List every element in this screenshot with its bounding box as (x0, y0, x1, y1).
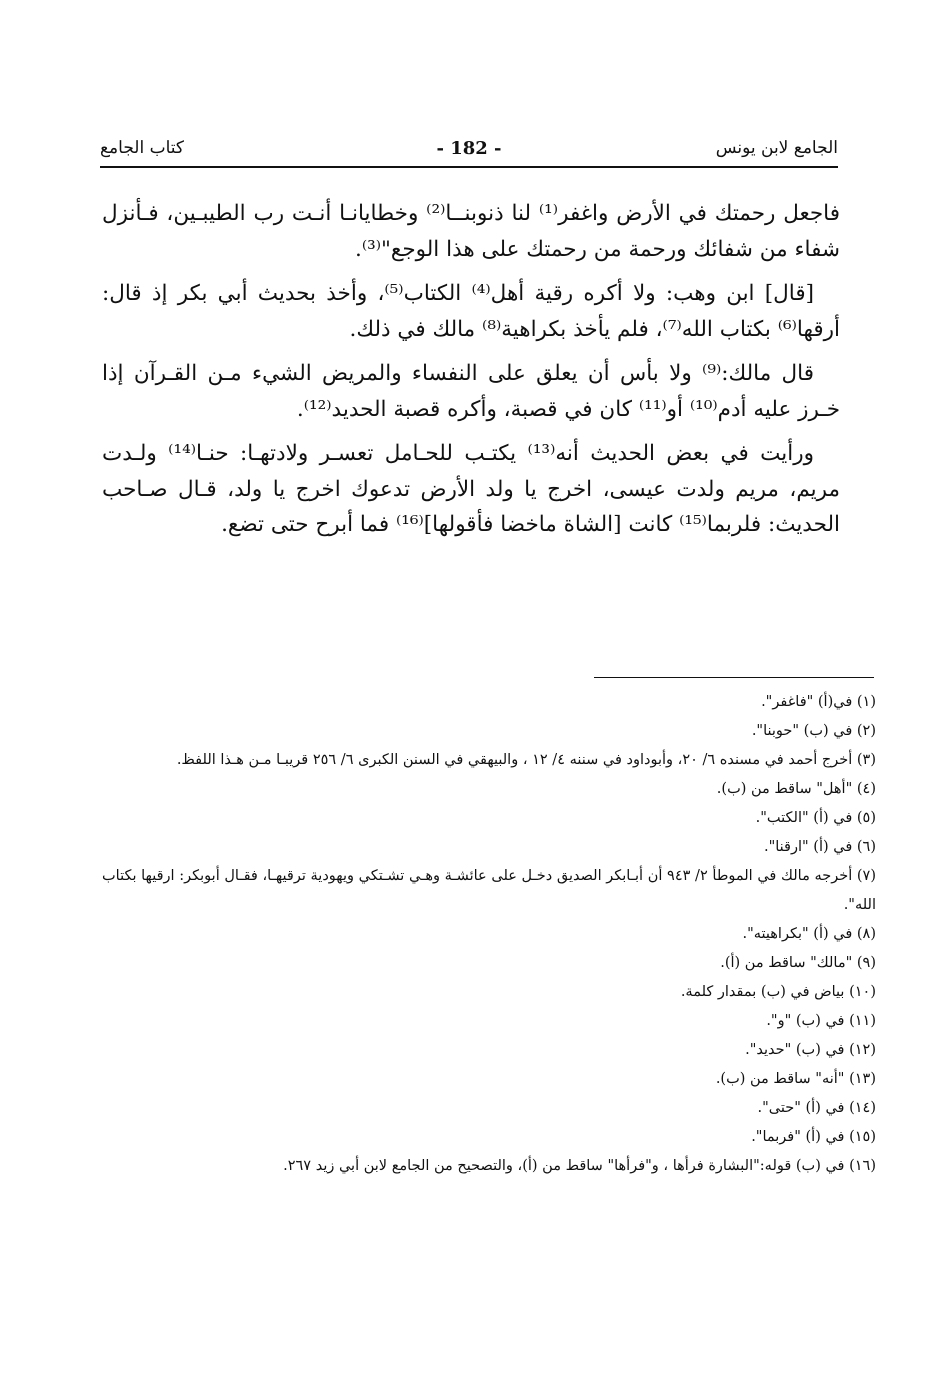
paragraph: قال مالك:⁽⁹⁾ ولا بأس أن يعلق على النفساء والمريض الشيء مـن القـرآن إذا خـرز عليه أدم⁽¹⁰⁾ أو⁽¹¹⁾ كان في قصبة، وأكره قصبة الحديد⁽¹²⁾. (102, 361, 840, 422)
footnote: (٦) في (أ) "ارقنا". (763, 839, 876, 855)
footnote: (١٥) في (أ) "فربما". (751, 1129, 876, 1145)
running-header (100, 136, 838, 168)
footnote: (١٦) في (ب) قوله:"البشارة فرأها ، و"فرأها" ساقط من (أ)، والتصحيح من الجامع لابن أبي زيد ٢٦٧. (283, 1158, 876, 1174)
footnote: (١٢) في (ب) "حديد". (745, 1042, 876, 1058)
footnote: (١) في(أ) "فاغفر". (761, 694, 876, 710)
page-number: - 182 - (436, 138, 502, 159)
footnote: (٣) أخرج أحمد في مسنده ٦/ ٢٠، وأبوداود في سننه ٤/ ١٢ ، والبيهقي في السنن الكبرى ٦/ ٢٥٦ قريبـا مـن هـذا اللفظ. (176, 752, 876, 768)
paragraph: [قال] ابن وهب: ولا أكره رقية أهل⁽⁴⁾ الكتاب⁽⁵⁾، وأخذ بحديث أبي بكر إذ قال: أرقها⁽⁶⁾ بكتاب الله⁽⁷⁾، فلم يأخذ بكراهية⁽⁸⁾ مالك في ذلك. (102, 281, 840, 342)
paragraph: ورأيت في بعض الحديث أنه⁽¹³⁾ يكتـب للحـامل تعسـر ولادتهـا: حنـا⁽¹⁴⁾ ولـدت مريم، مريم ولدت عيسى، اخرج يا ولد الأرض تدعوك اخرج يا ولد، قـال صـاحب الحديث: فلربما⁽¹⁵⁾ كانت [الشاة ماخضا فأقولها]⁽¹⁶⁾ فما أبرح حتى تضع. (102, 441, 840, 537)
main-text (102, 196, 840, 552)
footnote: (٤) "أهل" ساقط من (ب). (716, 781, 876, 797)
footnote: (١٠) بياض في (ب) بمقدار كلمة. (680, 984, 876, 1000)
footnote: (١٤) في (أ) "حتى". (757, 1100, 876, 1116)
footnote: (٥) في (أ) "الكتب". (755, 810, 876, 826)
footnote-separator (594, 677, 874, 678)
header-book-title: الجامع لابن يونس (715, 138, 838, 158)
footnote: (١٣) "أنه" ساقط من (ب). (715, 1071, 876, 1087)
footnote: (١١) في (ب) "و". (766, 1013, 876, 1029)
header-chapter-title: كتاب الجامع (100, 138, 185, 158)
footnotes (102, 688, 876, 1181)
footnote: (٢) في (ب) "حوبنا". (751, 723, 876, 739)
footnote: (٧) أخرجه مالك في الموطأ ٢/ ٩٤٣ أن أبـابكر الصديق دخـل على عائشـة وهـي تشـتكي ويهودية ترقيهـا، فقـال أبوبكر: ارقيها بكتاب الله". (102, 868, 876, 913)
footnote: (٩) "مالك" ساقط من (أ). (720, 955, 876, 971)
footnote: (٨) في (أ) "بكراهيته". (742, 926, 876, 942)
paragraph: فاجعل رحمتك في الأرض واغفر⁽¹⁾ لنا ذنوبنــا⁽²⁾ وخطايانـا أنـت رب الطيبـين، فـأنزل شفاء من شفائك ورحمة من رحمتك على هذا الوجع"⁽³⁾. (102, 201, 841, 262)
